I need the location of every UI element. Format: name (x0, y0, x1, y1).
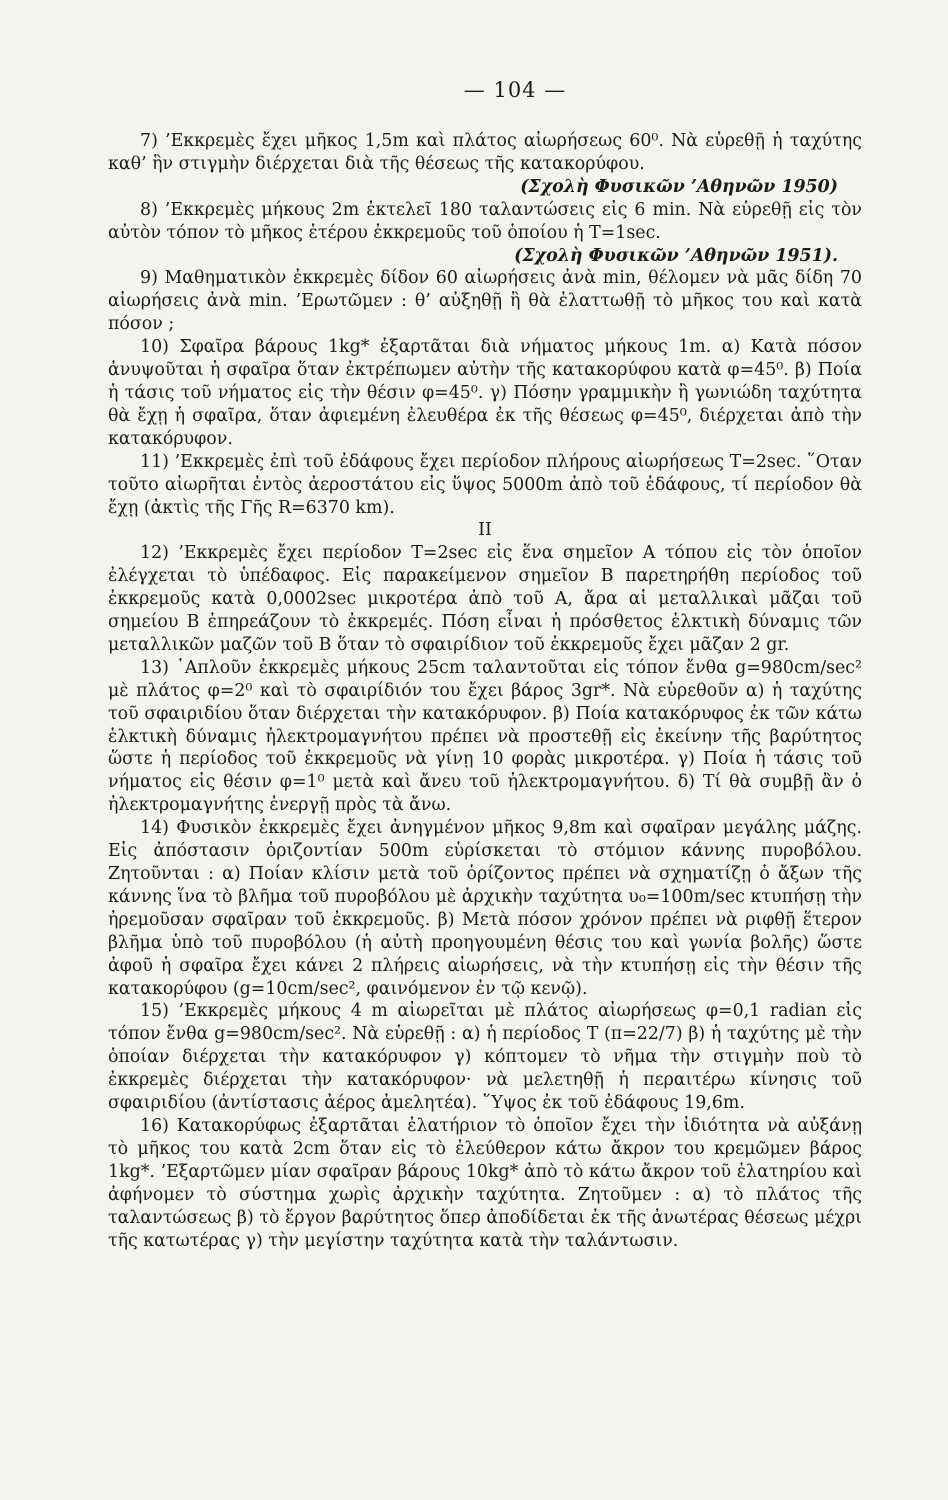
problem-11: 11) ’Εκκρεμὲς ἐπὶ τοῦ ἐδάφους ἔχει περίοδον πλήρους αἰωρήσεως T=2sec. ῞Οταν τοῦτο αἰωρῆται ἐντὸς ἀεροστάτου εἰς ὕψος 5000m ἀπὸ τοῦ ἐδάφους, τί περίοδον θὰ ἔχῃ (ἀκτὶς τῆς Γῆς R=6370 km). (108, 451, 862, 518)
problem-16: 16) Κατακορύφως ἐξαρτᾶται ἐλατήριον τὸ ὁποῖον ἔχει τὴν ἰδιότητα νὰ αὐξάνῃ τὸ μῆκος του κατὰ 2cm ὅταν εἰς τὸ ἐλεύθερον κάτω ἄκρον του κρεμῶμεν βάρος 1kg*. ’Εξαρτῶμεν μίαν σφαῖραν βάρους 10kg* ἀπὸ τὸ κάτω ἄκρον τοῦ ἐλατηρίου καὶ ἀφήνομεν τὸ σύστημα χωρὶς ἀρχικὴν ταχύτητα. Ζητοῦμεν : α) τὸ πλάτος τῆς ταλαντώσεως β) τὸ ἔργον βαρύτητος ὅπερ ἀποδίδεται ἐκ τῆς ἀνωτέρας θέσεως μέχρι τῆς κατωτέρας γ) τὴν μεγίστην ταχύτητα κατὰ τὴν ταλάντωσιν. (108, 1115, 862, 1251)
section-heading: II (478, 520, 492, 541)
source-note-8: (Σχολὴ Φυσικῶν ’Αθηνῶν 1951). (514, 245, 838, 266)
problem-7: 7) ’Εκκρεμὲς ἔχει μῆκος 1,5m καὶ πλάτος αἰωρήσεως 60⁰. Νὰ εὑρεθῇ ἡ ταχύτης καθ’ ἣν στιγμὴν διέρχεται διὰ τῆς θέσεως τῆς κατακορύφου. (108, 131, 862, 174)
problem-10: 10) Σφαῖρα βάρους 1kg* ἐξαρτᾶται διὰ νήματος μήκους 1m. α) Κατὰ πόσον ἀνυψοῦται ἡ σφαῖρα ὅταν ἐκτρέπωμεν αὐτὴν τῆς κατακορύφου κατὰ φ=45⁰. β) Ποία ἡ τάσις τοῦ νήματος εἰς τὴν θέσιν φ=45⁰. γ) Πόσην γραμμικὴν ἢ γωνιώδη ταχύτητα θὰ ἔχῃ ἡ σφαῖρα, ὅταν ἀφιεμένη ἐλευθέρα ἐκ τῆς θέσεως φ=45⁰, διέρχεται ἀπὸ τὴν κατακόρυφον. (108, 337, 862, 449)
source-note-7: (Σχολὴ Φυσικῶν ’Αθηνῶν 1950) (520, 176, 838, 197)
problem-8: 8) ’Εκκρεμὲς μήκους 2m ἐκτελεῖ 180 ταλαντώσεις εἰς 6 min. Νὰ εὑρεθῇ εἰς τὸν αὐτὸν τόπον τὸ μῆκος ἑτέρου ἐκκρεμοῦς τοῦ ὁποίου ἡ T=1sec. (108, 199, 862, 243)
page-number: — 104 — (463, 78, 567, 102)
problem-12: 12) ’Εκκρεμὲς ἔχει περίοδον T=2sec εἰς ἕνα σημεῖον A τόπου εἰς τὸν ὁποῖον ἐλέγχεται τὸ ὑπέδαφος. Εἰς παρακείμενον σημεῖον B παρετηρήθη περίοδος τοῦ ἐκκρεμοῦς κατὰ 0,0002sec μικροτέρα ἀπὸ τοῦ A, ἄρα αἱ μεταλλικαὶ μᾶζαι τοῦ σημείου B ἐπηρεάζουν τὸ ἐκκρεμές. Πόση εἶναι ἡ πρόσθετος ἑλκτικὴ δύναμις τῶν μεταλλικῶν μαζῶν τοῦ B ὅταν τὸ σφαιρίδιον τοῦ ἐκκρεμοῦς ἔχει μᾶζαν 2 gr. (108, 543, 862, 655)
problem-13: 13) ῾Απλοῦν ἐκκρεμὲς μήκους 25cm ταλαντοῦται εἰς τόπον ἔνθα g=980cm/sec² μὲ πλάτος φ=2⁰ καὶ τὸ σφαιρίδιόν του ἔχει βάρος 3gr*. Νὰ εὑρεθοῦν α) ἡ ταχύτης τοῦ σφαιριδίου ὅταν διέρχεται τὴν κατακόρυφον. β) Ποία κατακόρυφος ἐκ τῶν κάτω ἑλκτικὴ δύναμις ἠλεκτρομαγνήτου πρέπει νὰ προστεθῇ εἰς ἐκείνην τῆς βαρύτητος ὥστε ἡ περίοδος τοῦ ἐκκρεμοῦς νὰ γίνῃ 10 φορὰς μικροτέρα. γ) Ποία ἡ τάσις τοῦ νήματος εἰς θέσιν φ=1⁰ μετὰ καὶ ἄνευ τοῦ ἠλεκτρομαγνήτου. δ) Τί θὰ συμβῇ ἂν ὁ ἠλεκτρομαγνήτης ἐνεργῇ πρὸς τὰ ἄνω. (108, 657, 862, 816)
problem-15: 15) ’Εκκρεμὲς μήκους 4 m αἰωρεῖται μὲ πλάτος αἰωρήσεως φ=0,1 radian εἰς τόπον ἔνθα g=980cm/sec². Νὰ εὑρεθῇ : α) ἡ περίοδος T (π=22/7) β) ἡ ταχύτης μὲ τὴν ὁποίαν διέρχεται τὴν κατακόρυφον γ) κόπτομεν τὸ νῆμα τὴν στιγμὴν ποὺ τὸ ἐκκρεμὲς διέρχεται τὴν κατακόρυφον· νὰ μελετηθῇ ἡ περαιτέρω κίνησις τοῦ σφαιριδίου (ἀντίστασις ἀέρος ἀμελητέα). ῞Υψος ἐκ τοῦ ἐδάφους 19,6m. (108, 1001, 862, 1114)
problem-14: 14) Φυσικὸν ἐκκρεμὲς ἔχει ἀνηγμένον μῆκος 9,8m καὶ σφαῖραν μεγάλης μάζης. Εἰς ἀπόστασιν ὁριζοντίαν 500m εὑρίσκεται τὸ στόμιον κάννης πυροβόλου. Ζητοῦνται : α) Ποίαν κλίσιν μετὰ τοῦ ὁρίζοντος πρέπει νὰ σχηματίζῃ ὁ ἄξων τῆς κάννης ἵνα τὸ βλῆμα τοῦ πυροβόλου μὲ ἀρχικὴν ταχύτητα υ₀=100m/sec κτυπήσῃ τὴν ἠρεμοῦσαν σφαῖραν τοῦ ἐκκρεμοῦς. β) Μετὰ πόσον χρόνον πρέπει νὰ ριφθῇ ἕτερον βλῆμα ὑπὸ τοῦ πυροβόλου (ἡ αὐτὴ προηγουμένη θέσις του καὶ γωνία βολῆς) ὥστε ἀφοῦ ἡ σφαῖρα ἔχει κάνει 2 πλήρεις αἰωρήσεις, νὰ τὴν κτυπήσῃ εἰς τὴν θέσιν τῆς κατακορύφου (g=10cm/sec², φαινόμενον ἐν τῷ κενῷ). (108, 818, 862, 999)
problem-9: 9) Μαθηματικὸν ἐκκρεμὲς δίδον 60 αἰωρήσεις ἀνὰ min, θέλομεν νὰ μᾶς δίδη 70 αἰωρήσεις ἀνὰ min. ’Ερωτῶμεν : θ’ αὐξηθῇ ἢ θὰ ἐλαττωθῇ τὸ μῆκος του καὶ κατὰ πόσον ; (108, 268, 862, 335)
